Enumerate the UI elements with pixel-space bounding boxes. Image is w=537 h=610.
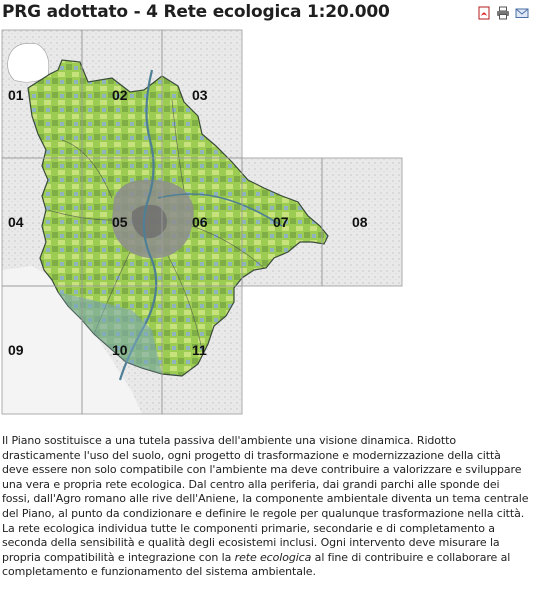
description-paragraph [2,434,530,580]
description-text-end: al fine di contribuire e collaborare al completamento e funzionamento del sistema ambientale. [2,550,511,579]
sheet-label-04[interactable]: 04 [8,214,24,230]
sheet-label-11[interactable]: 11 [192,342,207,358]
print-icon[interactable] [496,6,510,20]
map-canvas [2,30,537,414]
page-actions [477,6,529,20]
sheet-label-08[interactable]: 08 [352,214,368,230]
pdf-icon[interactable] [477,6,491,20]
sheet-label-03[interactable]: 03 [192,87,208,103]
email-icon[interactable] [515,6,529,20]
sheet-label-01[interactable]: 01 [8,87,24,103]
sheet-label-06[interactable]: 06 [192,214,208,230]
lake-area [8,43,49,82]
sheet-label-05[interactable]: 05 [112,214,128,230]
page-title: PRG adottato - 4 Rete ecologica 1:20.000 [2,2,390,22]
description-emphasis: rete ecologica [234,550,312,564]
sheet-label-10[interactable]: 10 [112,342,128,358]
sheet-label-02[interactable]: 02 [112,87,128,103]
sheet-label-09[interactable]: 09 [8,342,24,358]
description-text: Il Piano sostituisce a una tutela passiva dell'ambiente una visione dinamica. Ridotto drasticamente l'uso del suolo, ogni progetto di trasformazione e modernizzazione della città deve essere non solo compatibile con l'ambiente ma deve contribuire a valorizzare e sviluppare una vera e propria rete ecologica. Dal centro alla periferia, dai grandi parchi alle sponde dei fossi, dall'Agro romano alle rive dell'Aniene, la componente ambientale diventa un tema centrale del Piano, al punto da condizionare e definire le regole per qualunque trasformazione nella città. La rete ecologica individua tutte le componenti primarie, secondarie e di completamento a seconda della sensibilità e qualità degli ecosistemi inclusi. Ogni intervento deve misurare la propria compatibilità e integrazione con la [2,434,529,564]
ecological-network-map[interactable] [2,30,368,414]
sheet-label-07[interactable]: 07 [273,214,289,230]
